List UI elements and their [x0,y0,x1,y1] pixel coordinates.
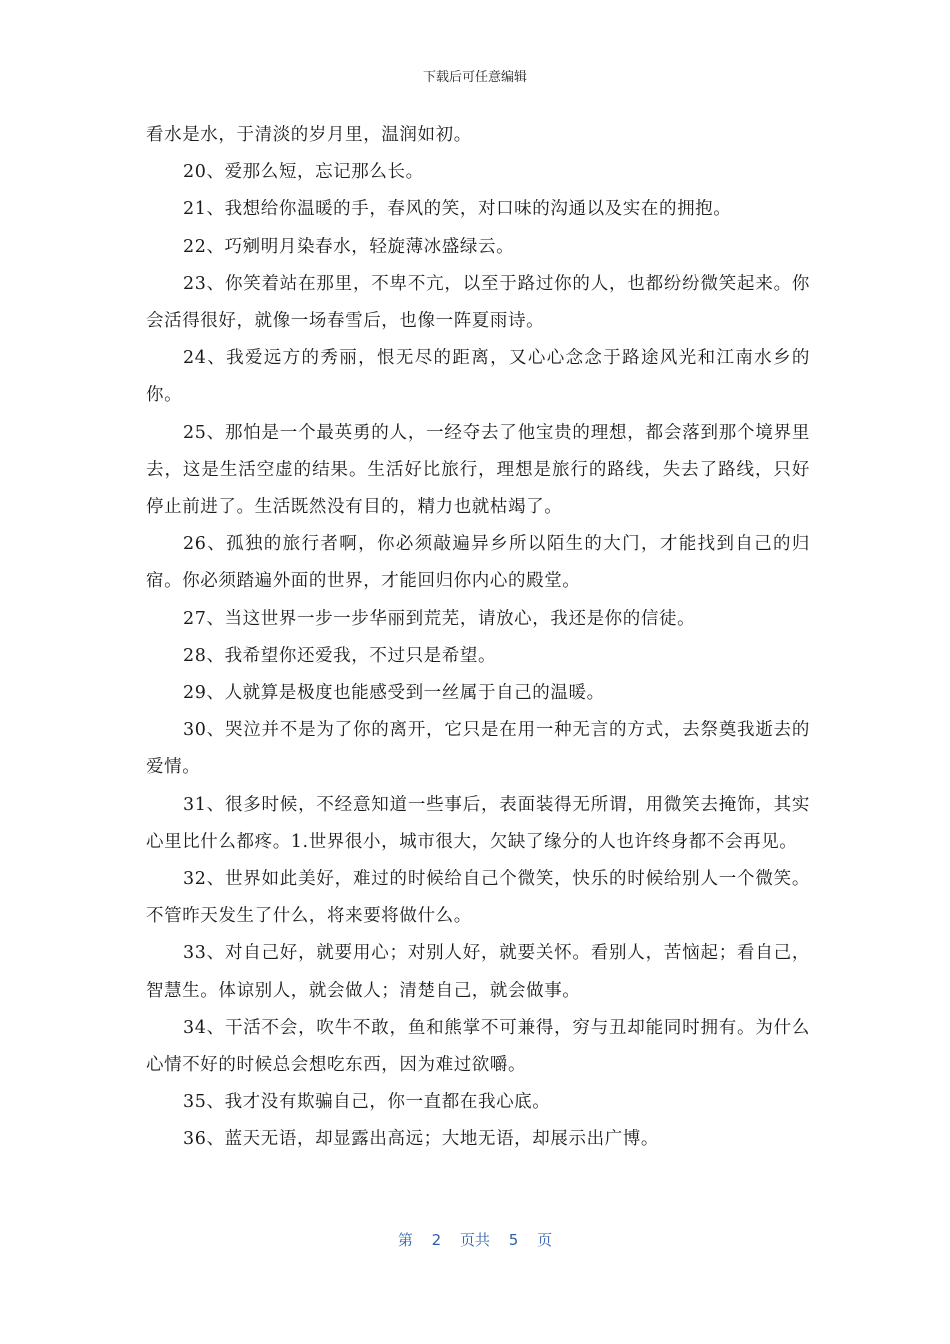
paragraph: 34、干活不会，吹牛不敢，鱼和熊掌不可兼得，穷与丑却能同时拥有。为什么心情不好的时候总会想吃东西，因为难过欲嚼。 [146,1017,810,1076]
paragraph: 30、哭泣并不是为了你的离开，它只是在用一种无言的方式，去祭奠我逝去的爱情。 [146,720,810,778]
paragraph: 33、对自己好，就要用心；对别人好，就要关怀。看别人，苦恼起；看自己，智慧生。体谅别人，就会做人；清楚自己，就会做事。 [146,943,810,1001]
paragraph: 看水是水，于清淡的岁月里，温润如初。 [146,125,472,145]
paragraph: 23、你笑着站在那里，不卑不亢，以至于路过你的人，也都纷纷微笑起来。你会活得很好，就像一场春雪后，也像一阵夏雨诗。 [146,273,810,332]
paragraph: 31、很多时候，不经意知道一些事后，表面装得无所谓，用微笑去掩饰，其实心里比什么都疼。1.世界很小，城市很大，欠缺了缘分的人也许终身都不会再见。 [146,794,810,852]
paragraph: 24、我爱远方的秀丽，恨无尽的距离，又心心念念于路途风光和江南水乡的你。 [146,348,810,406]
paragraph: 29、人就算是极度也能感受到一丝属于自己的温暖。 [183,683,605,704]
paragraph: 21、我想给你温暖的手，春风的笑，对口味的沟通以及实在的拥抱。 [183,199,732,220]
paragraph: 20、爱那么短，忘记那么长。 [183,162,424,183]
page-header: 下载后可任意编辑 [422,70,527,85]
page-footer: 第 2 页共 5 页 [397,1231,553,1249]
paragraph: 32、世界如此美好，难过的时候给自己个微笑，快乐的时候给别人一个微笑。不管昨天发生了什么，将来要将做什么。 [146,869,810,927]
document-body [146,117,810,1159]
paragraph: 25、那怕是一个最英勇的人，一经夺去了他宝贵的理想，都会落到那个境界里去，这是生活空虚的结果。生活好比旅行，理想是旅行的路线，失去了路线，只好停止前进了。生活既然没有目的，精力也就枯竭了。 [146,422,810,518]
paragraph: 22、巧剜明月染春水，轻旋薄冰盛绿云。 [183,236,515,257]
paragraph: 26、孤独的旅行者啊，你必须敲遍异乡所以陌生的大门，才能找到自己的归宿。你必须踏遍外面的世界，才能回归你内心的殿堂。 [146,534,810,592]
paragraph: 36、蓝天无语，却显露出高远；大地无语，却展示出广博。 [183,1129,659,1150]
paragraph: 28、我希望你还爱我，不过只是希望。 [183,645,497,666]
paragraph: 27、当这世界一步一步华丽到荒芜，请放心，我还是你的信徒。 [183,608,696,629]
paragraph: 35、我才没有欺骗自己，你一直都在我心底。 [183,1092,551,1113]
